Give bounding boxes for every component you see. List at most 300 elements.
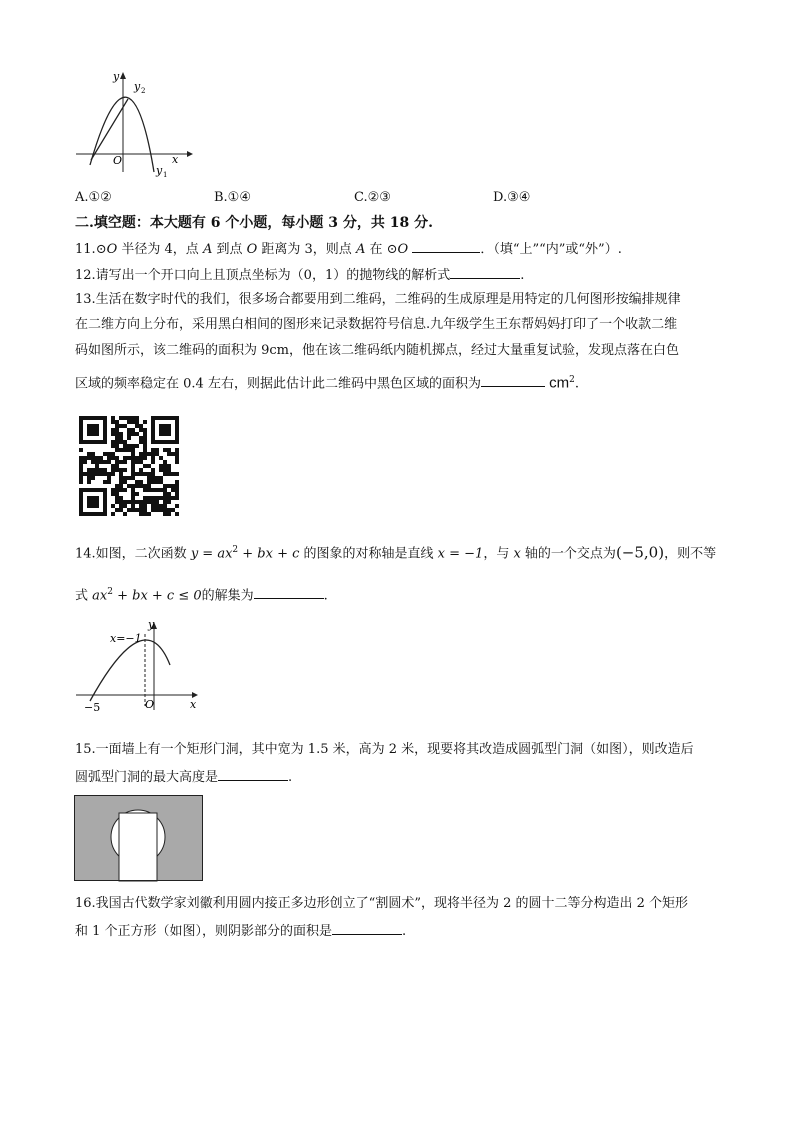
question-15-line-2 (75, 767, 292, 787)
qr-module (123, 424, 127, 428)
qr-module (99, 472, 103, 476)
qr-module (135, 424, 139, 428)
qr-module (115, 448, 119, 452)
question-16-line-1: 16.我国古代数学家刘徽利用圆内接正多边形创立了“割圆术”，现将半径为 2 的圆十二等分构造出 2 个矩形 (75, 896, 689, 911)
fig10-x-label: x (172, 153, 179, 166)
qr-module (131, 468, 135, 472)
qr-module (151, 496, 155, 500)
qr-module (175, 496, 179, 500)
qr-module (175, 480, 179, 484)
qr-module (143, 456, 147, 460)
qr-module (123, 500, 127, 504)
qr-module (111, 444, 115, 448)
qr-module (99, 468, 103, 472)
qr-module (119, 476, 123, 480)
unit-cm: cm (549, 374, 570, 392)
qr-module (163, 496, 167, 500)
qr-module (131, 448, 135, 452)
q11-text: A (355, 242, 366, 257)
qr-module (119, 504, 123, 508)
qr-module (127, 420, 131, 424)
question-13-line-1: 13.生活在数字时代的我们，很多场合都要用到二维码，二维码的生成原理是用特定的几何图形按编排规律 (75, 292, 681, 307)
qr-module (111, 428, 115, 432)
qr-module (127, 476, 131, 480)
q11-text: 到点 (212, 242, 247, 257)
qr-module (155, 480, 159, 484)
qr-module (131, 416, 135, 420)
qr-module (111, 432, 115, 436)
qr-module (131, 492, 135, 496)
qr-module (143, 504, 147, 508)
qr-module (111, 468, 115, 472)
qr-module (135, 484, 139, 488)
qr-module (127, 416, 131, 420)
qr-module (155, 448, 159, 452)
q14-formula: x = −1 (437, 546, 484, 562)
qr-module (163, 472, 167, 476)
qr-module (151, 500, 155, 504)
question-16-line-2 (75, 921, 406, 941)
qr-module (163, 488, 167, 492)
qr-module (123, 448, 127, 452)
q14-text: 的图象的对称轴是直线 (299, 546, 438, 562)
qr-module (171, 508, 175, 512)
question-12 (75, 265, 524, 285)
qr-module (103, 480, 107, 484)
qr-module (151, 452, 155, 456)
qr-module (143, 472, 147, 476)
qr-module (103, 472, 107, 476)
qr-module (115, 456, 119, 460)
qr-module (139, 500, 143, 504)
qr-module (131, 484, 135, 488)
q11-text: 距离为 3，则点 (257, 242, 356, 257)
qr-module (115, 488, 119, 492)
qr-module (111, 420, 115, 424)
qr-module (155, 508, 159, 512)
qr-module (131, 472, 135, 476)
qr-module (91, 456, 95, 460)
qr-module (139, 440, 143, 444)
qr-module (79, 448, 83, 452)
qr-module (103, 452, 107, 456)
qr-module (171, 496, 175, 500)
qr-module (123, 444, 127, 448)
qr-module (127, 456, 131, 460)
qr-module (119, 440, 123, 444)
qr-module (175, 488, 179, 492)
qr-module (131, 476, 135, 480)
qr-module (175, 452, 179, 456)
qr-module (167, 468, 171, 472)
qr-module (167, 464, 171, 468)
qr-module (135, 416, 139, 420)
qr-module (95, 464, 99, 468)
qr-module (139, 504, 143, 508)
qr-module (79, 468, 83, 472)
question-14-line-2 (75, 583, 328, 605)
qr-module (167, 492, 171, 496)
qr-module (87, 424, 99, 436)
qr-module (163, 464, 167, 468)
fig14-x-label: x (190, 698, 197, 711)
q11-text: ⊙ (386, 242, 398, 257)
qr-module (87, 452, 91, 456)
q11-text: O (106, 242, 118, 257)
qr-module (83, 456, 87, 460)
qr-module (147, 484, 151, 488)
qr-module (135, 456, 139, 460)
qr-module (139, 480, 143, 484)
qr-module (123, 456, 127, 460)
qr-module (175, 492, 179, 496)
qr-module (159, 476, 163, 480)
qr-module (107, 456, 111, 460)
q14-text: 14.如图，二次函数 (75, 546, 191, 562)
q16-text: 和 1 个正方形（如图），则阴影部分的面积是 (75, 924, 333, 939)
qr-module (119, 432, 123, 436)
qr-module (123, 416, 127, 420)
qr-module (147, 480, 151, 484)
qr-module (151, 456, 155, 460)
answer-blank-16[interactable] (332, 921, 402, 935)
question-13-line-3: 码如图所示，该二维码的面积为 9cm，他在该二维码纸内随机掷点，经过大量重复试验，发现点落在白色 (75, 343, 680, 358)
qr-module (147, 472, 151, 476)
qr-module (159, 424, 171, 436)
qr-module (87, 456, 91, 460)
qr-module (143, 484, 147, 488)
qr-module (111, 492, 115, 496)
qr-module (159, 468, 163, 472)
fig14-axis-label: x=−1 (110, 632, 142, 645)
qr-module (123, 476, 127, 480)
qr-module (167, 500, 171, 504)
qr-module (123, 460, 127, 464)
question-11 (75, 239, 622, 259)
q11-text: O (246, 242, 258, 257)
q14-formula: + bx + c (238, 546, 300, 562)
answer-blank-11[interactable] (412, 239, 480, 253)
qr-module (119, 468, 123, 472)
qr-module (175, 512, 179, 516)
qr-module (115, 468, 119, 472)
qr-module (119, 424, 123, 428)
qr-module (175, 460, 179, 464)
qr-module (87, 468, 91, 472)
qr-module (119, 448, 123, 452)
qr-module (143, 512, 147, 516)
qr-module (159, 480, 163, 484)
qr-module (111, 416, 115, 420)
qr-module (143, 500, 147, 504)
qr-module (159, 496, 163, 500)
q11-text: O (397, 242, 409, 257)
fig10-y2-sub: 2 (141, 87, 146, 95)
qr-module (163, 500, 167, 504)
qr-module (115, 436, 119, 440)
qr-module (87, 476, 91, 480)
qr-module (79, 476, 83, 480)
q14-formula: + bx + c ≤ 0 (112, 588, 202, 604)
qr-module (155, 500, 159, 504)
qr-module (175, 456, 179, 460)
answer-blank-14[interactable] (254, 585, 324, 599)
qr-module (171, 484, 175, 488)
parabola-line-figure (72, 68, 197, 180)
qr-module (131, 452, 135, 456)
q11-text: A (202, 242, 213, 257)
qr-module (143, 464, 147, 468)
fig10-origin-label: O (113, 154, 123, 167)
qr-module (83, 460, 87, 464)
qr-module (175, 472, 179, 476)
qr-module (123, 488, 127, 492)
qr-module (135, 420, 139, 424)
qr-module (151, 448, 155, 452)
q14-sup: 2 (107, 587, 113, 597)
qr-module (175, 504, 179, 508)
qr-module (159, 488, 163, 492)
qr-module (143, 440, 147, 444)
qr-module (115, 464, 119, 468)
qr-module (131, 500, 135, 504)
section-heading: 二.填空题：本大题有 6 个小题，每小题 3 分，共 18 分. (75, 215, 433, 231)
q14-formula: (−5,0) (615, 543, 665, 562)
qr-module (127, 428, 131, 432)
q15-text: 圆弧型门洞的最大高度是 (75, 770, 219, 785)
qr-module (115, 496, 119, 500)
qr-module (167, 508, 171, 512)
qr-module (115, 460, 119, 464)
qr-module (79, 460, 83, 464)
qr-module (111, 452, 115, 456)
qr-module (131, 496, 135, 500)
qr-module (139, 512, 143, 516)
qr-module (143, 428, 147, 432)
qr-module (111, 456, 115, 460)
qr-module (147, 452, 151, 456)
qr-module (119, 480, 123, 484)
qr-module (119, 508, 123, 512)
qr-module (143, 508, 147, 512)
q14-text: 的解集为 (201, 588, 254, 604)
qr-module (115, 484, 119, 488)
qr-module (91, 452, 95, 456)
q14-text: ，则不等 (664, 546, 717, 562)
qr-module (171, 488, 175, 492)
qr-module (147, 476, 151, 480)
qr-module (167, 496, 171, 500)
qr-module (147, 500, 151, 504)
qr-module (151, 480, 155, 484)
question-14-line-1 (75, 541, 716, 563)
qr-module (107, 480, 111, 484)
question-13-line-2: 在二维方向上分布，采用黑白相间的图形来记录数据符号信息.九年级学生王东帮妈妈打印了一个收款二维 (75, 317, 678, 332)
fig10-y1-label: y (156, 164, 163, 177)
qr-module (131, 508, 135, 512)
qr-module (143, 448, 147, 452)
qr-module (139, 452, 143, 456)
qr-module (115, 424, 119, 428)
qr-module (147, 496, 151, 500)
qr-module (135, 444, 139, 448)
qr-module (139, 456, 143, 460)
qr-module (139, 508, 143, 512)
qr-module (163, 468, 167, 472)
qr-module (127, 508, 131, 512)
q11-text: 11. (75, 242, 96, 257)
qr-module (107, 452, 111, 456)
quadratic-figure (72, 618, 202, 714)
qr-module (167, 512, 171, 516)
qr-module (139, 468, 143, 472)
qr-module (111, 512, 115, 516)
qr-module (167, 452, 171, 456)
qr-module (127, 432, 131, 436)
qr-module (151, 476, 155, 480)
qr-module (159, 504, 163, 508)
qr-module (131, 456, 135, 460)
qr-module (155, 496, 159, 500)
qr-module (91, 476, 95, 480)
qr-module (131, 460, 135, 464)
qr-module (135, 492, 139, 496)
qr-module (147, 464, 151, 468)
qr-module (167, 472, 171, 476)
qr-module (135, 472, 139, 476)
qr-module (139, 472, 143, 476)
qr-module (119, 488, 123, 492)
qr-module (87, 496, 99, 508)
qr-module (151, 488, 155, 492)
qr-module (115, 508, 119, 512)
option-b: B.①④ (214, 190, 251, 205)
qr-module (79, 472, 83, 476)
qr-module (127, 436, 131, 440)
q15-text: . (288, 770, 293, 785)
qr-module (119, 472, 123, 476)
qr-module (139, 428, 143, 432)
qr-module (139, 484, 143, 488)
qr-module (167, 448, 171, 452)
qr-module (119, 484, 123, 488)
qr-module (139, 436, 143, 440)
fig14-y-label: y (148, 618, 155, 631)
qr-module (119, 416, 123, 420)
qr-module (143, 432, 147, 436)
unit-sup: 2 (569, 375, 575, 385)
qr-module (159, 508, 163, 512)
qr-module (111, 440, 115, 444)
fig10-y1-sub: 1 (163, 171, 168, 179)
qr-module (151, 504, 155, 508)
qr-module (119, 500, 123, 504)
qr-module (175, 448, 179, 452)
qr-module (127, 500, 131, 504)
qr-module (135, 500, 139, 504)
question-13-line-4 (75, 371, 579, 393)
qr-module (143, 420, 147, 424)
q11-text: ⊙ (95, 242, 107, 257)
q13-text: 区域的频率稳定在 0.4 左右，则据此估计此二维码中黑色区域的面积为 (75, 376, 481, 392)
fig10-y2-label: y (134, 80, 141, 93)
qr-module (115, 428, 119, 432)
qr-module (91, 460, 95, 464)
qr-code (79, 416, 179, 516)
qr-module (127, 484, 131, 488)
qr-module (115, 492, 119, 496)
answer-blank-13[interactable] (481, 373, 545, 387)
qr-module (135, 432, 139, 436)
qr-module (119, 460, 123, 464)
fig10-y-label: y (113, 70, 120, 83)
qr-module (91, 468, 95, 472)
q14-formula: ax (92, 588, 108, 604)
qr-module (143, 488, 147, 492)
qr-module (163, 448, 167, 452)
qr-module (163, 512, 167, 516)
qr-module (95, 472, 99, 476)
qr-module (95, 456, 99, 460)
q14-sup: 2 (232, 545, 239, 555)
option-d: D.③④ (493, 190, 531, 205)
qr-module (155, 488, 159, 492)
qr-module (111, 472, 115, 476)
qr-module (131, 504, 135, 508)
qr-module (111, 504, 115, 508)
qr-module (107, 472, 111, 476)
qr-module (135, 480, 139, 484)
qr-module (143, 436, 147, 440)
qr-module (115, 444, 119, 448)
q14-text: 轴的一个交点为 (520, 546, 616, 562)
qr-module (123, 468, 127, 472)
qr-module (135, 508, 139, 512)
qr-module (119, 496, 123, 500)
q14-text: ，与 (483, 546, 514, 562)
qr-module (123, 440, 127, 444)
qr-module (155, 452, 159, 456)
qr-module (95, 460, 99, 464)
qr-module (115, 432, 119, 436)
qr-module (155, 476, 159, 480)
q11-text: 半径为 4，点 (117, 242, 203, 257)
q16-text: . (402, 924, 407, 939)
qr-module (131, 464, 135, 468)
qr-module (123, 504, 127, 508)
qr-module (151, 508, 155, 512)
qr-module (115, 420, 119, 424)
qr-module (99, 456, 103, 460)
qr-module (127, 444, 131, 448)
qr-module (139, 460, 143, 464)
answer-blank-12[interactable] (450, 265, 520, 279)
qr-module (131, 444, 135, 448)
qr-module (147, 512, 151, 516)
qr-module (143, 496, 147, 500)
qr-module (159, 464, 163, 468)
qr-module (119, 436, 123, 440)
qr-module (131, 432, 135, 436)
qr-module (167, 484, 171, 488)
q14-text: . (323, 588, 328, 604)
qr-module (175, 484, 179, 488)
qr-module (79, 464, 83, 468)
answer-blank-15[interactable] (218, 767, 288, 781)
qr-module (87, 472, 91, 476)
qr-module (107, 476, 111, 480)
arch-door-figure (74, 795, 204, 882)
